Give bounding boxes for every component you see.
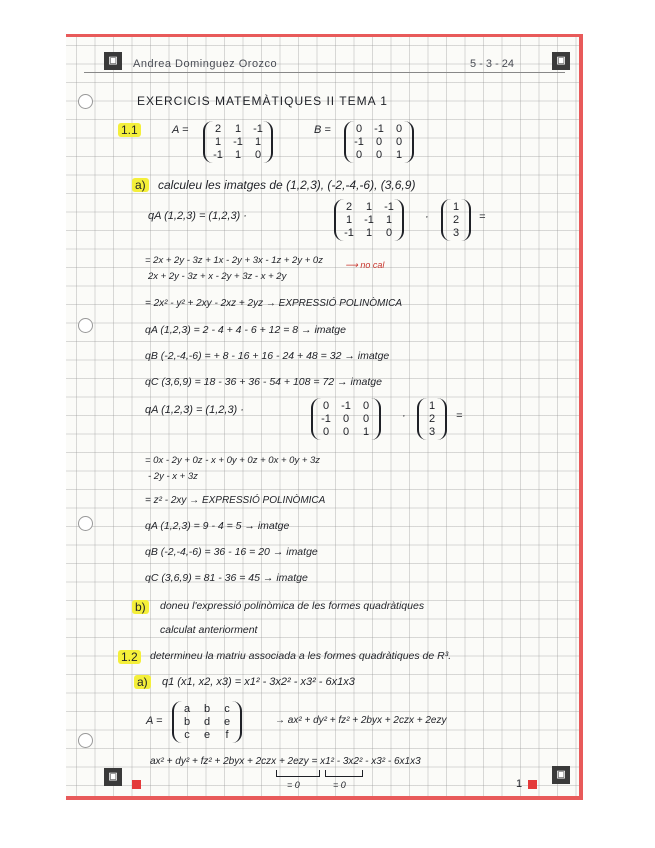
page-title: EXERCICIS MATEMÀTIQUES II TEMA 1 xyxy=(137,94,388,108)
quadratic-form-q1: q1 (x1, x2, x3) = x1² - 3x2² - x3² - 6x1x3 xyxy=(162,676,355,688)
vector-cell: 2 xyxy=(452,214,460,226)
exercise-1-2-statement: determineu la matriu associada a les formes quadràtiques de R³. xyxy=(150,650,452,662)
matrix-cell: 1 xyxy=(395,149,403,161)
matrix-cell: -1 xyxy=(233,136,243,148)
matrix-cell: -1 xyxy=(253,123,263,135)
vector-cell: 1 xyxy=(428,400,436,412)
vector-cell: 2 xyxy=(428,413,436,425)
matrix-cell: -1 xyxy=(364,214,374,226)
equals-symbol: = xyxy=(479,211,486,223)
part-a-tag: a) xyxy=(132,178,149,192)
brand-logo-icon: ▣ xyxy=(104,768,122,786)
matrix-cell: 0 xyxy=(375,136,383,148)
matrix-b-copy xyxy=(311,398,381,440)
underbrace xyxy=(325,770,363,777)
matrix-cell: c xyxy=(224,703,230,715)
matrix-symbolic xyxy=(172,701,242,743)
matrix-cell: -1 xyxy=(354,136,364,148)
brace-label-1: = 0 xyxy=(287,780,300,790)
result-b-qc: qC (3,6,9) = 81 - 36 = 45 → imatge xyxy=(145,572,308,584)
dot-symbol: · xyxy=(402,410,406,422)
matrix-cell: b xyxy=(203,703,211,715)
result-qa: qA (1,2,3) = 2 - 4 + 4 - 6 + 12 = 8 → imatge xyxy=(145,324,346,336)
matrix-cell: -1 xyxy=(344,227,354,239)
binder-hole xyxy=(78,318,93,333)
matrix-cell: 0 xyxy=(254,149,262,161)
matrix-cell: 1 xyxy=(234,123,242,135)
matrix-b xyxy=(344,121,414,163)
matrix-b-label: B = xyxy=(314,124,331,136)
matrix-cell: 0 xyxy=(395,136,403,148)
matrix-cell: c xyxy=(184,729,190,741)
matrix-cell: b xyxy=(183,716,191,728)
matrix-cell: 0 xyxy=(342,413,350,425)
matrix-cell: 1 xyxy=(254,136,262,148)
date: 5 - 3 - 24 xyxy=(470,58,515,70)
matrix-a-copy xyxy=(334,199,404,241)
matrix-cell: 0 xyxy=(385,227,393,239)
part-a-statement: calculeu les imatges de (1,2,3), (-2,-4,-6), (3,6,9) xyxy=(158,178,416,192)
matrix-cell: 0 xyxy=(395,123,403,135)
matrix-cell: 2 xyxy=(214,123,222,135)
note-no-cal: ⟶ no cal xyxy=(345,260,385,270)
matrix-cell: f xyxy=(225,729,229,741)
matrix-cell: -1 xyxy=(321,413,331,425)
matrix-cell: 0 xyxy=(355,123,363,135)
matrix-cell: 0 xyxy=(342,426,350,438)
matrix-cell: 2 xyxy=(345,201,353,213)
expansion-line-2: 2x + 2y - 3z + x - 2y + 3z - x + 2y xyxy=(148,271,287,282)
qb-expression: qA (1,2,3) = (1,2,3) · xyxy=(145,404,244,416)
brace-label-2: = 0 xyxy=(333,780,346,790)
part-1-2-a-tag: a) xyxy=(134,675,151,689)
matrix-cell: -1 xyxy=(384,201,394,213)
matrix-a-symbolic-label: A = xyxy=(146,715,163,727)
qa-expression: qA (1,2,3) = (1,2,3) · xyxy=(148,210,247,222)
result-b-qb: qB (-2,-4,-6) = 36 - 16 = 20 → imatge xyxy=(145,546,318,558)
matrix-cell: 1 xyxy=(234,149,242,161)
expansion-line-1: = 2x + 2y - 3z + 1x - 2y + 3x - 1z + 2y + 0z xyxy=(145,255,323,266)
binder-hole xyxy=(78,733,93,748)
expansion-b-line-1: = 0x - 2y + 0z - x + 0y + 0z + 0x + 0y + 3z xyxy=(145,455,321,466)
polynomial-expression-b: = z² - 2xy → EXPRESSIÓ POLINÒMICA xyxy=(145,495,326,506)
result-b-qa: qA (1,2,3) = 9 - 4 = 5 → imatge xyxy=(145,520,290,532)
dot-symbol: · xyxy=(425,211,429,223)
vector-123 xyxy=(441,199,471,241)
exercise-1-1-tag: 1.1 xyxy=(118,123,141,137)
matrix-cell: 1 xyxy=(345,214,353,226)
exercise-1-2-tag: 1.2 xyxy=(118,650,141,664)
vector-cell: 3 xyxy=(452,227,460,239)
binder-hole xyxy=(78,516,93,531)
matrix-cell: -1 xyxy=(213,149,223,161)
vector-cell: 3 xyxy=(428,426,436,438)
matrix-a xyxy=(203,121,273,163)
header-divider xyxy=(84,72,565,73)
coefficient-equation: ax² + dy² + fz² + 2byx + 2czx + 2ezy = x1² - 3x2² - x3² - 6x1x3 xyxy=(150,756,421,767)
corner-marker xyxy=(528,780,537,789)
student-name: Andrea Dominguez Orozco xyxy=(133,58,278,70)
matrix-a-label: A = xyxy=(172,124,189,136)
binder-hole xyxy=(78,94,93,109)
matrix-cell: 1 xyxy=(365,201,373,213)
matrix-cell: a xyxy=(183,703,191,715)
result-qc: qC (3,6,9) = 18 - 36 + 36 - 54 + 108 = 72 → imatge xyxy=(145,376,382,388)
brand-logo-icon: ▣ xyxy=(104,52,122,70)
page-number: 1 xyxy=(516,778,523,790)
matrix-cell: 0 xyxy=(322,400,330,412)
brand-logo-icon: ▣ xyxy=(552,766,570,784)
matrix-cell: 0 xyxy=(362,400,370,412)
polynomial-expression-a: = 2x² - y² + 2xy - 2xz + 2yz → EXPRESSIÓ POLINÒMICA xyxy=(145,298,403,309)
matrix-cell: d xyxy=(203,716,211,728)
matrix-cell: 1 xyxy=(385,214,393,226)
matrix-cell: 0 xyxy=(322,426,330,438)
result-qb: qB (-2,-4,-6) = + 8 - 16 + 16 - 24 + 48 = 32 → imatge xyxy=(145,350,390,362)
matrix-cell: 1 xyxy=(214,136,222,148)
brand-logo-icon: ▣ xyxy=(552,52,570,70)
matrix-cell: 0 xyxy=(355,149,363,161)
expansion-b-line-2: - 2y - x + 3z xyxy=(148,471,198,482)
matrix-cell: e xyxy=(223,716,231,728)
underbrace xyxy=(276,770,320,777)
matrix-cell: 0 xyxy=(362,413,370,425)
matrix-cell: -1 xyxy=(341,400,351,412)
matrix-cell: 0 xyxy=(375,149,383,161)
vector-123 xyxy=(417,398,447,440)
matrix-cell: 1 xyxy=(362,426,370,438)
matrix-cell: e xyxy=(203,729,211,741)
vector-cell: 1 xyxy=(452,201,460,213)
symbolic-expansion: → ax² + dy² + fz² + 2byx + 2czx + 2ezy xyxy=(275,715,447,726)
part-b-tag: b) xyxy=(132,600,149,614)
equals-symbol: = xyxy=(456,410,463,422)
matrix-cell: 1 xyxy=(365,227,373,239)
part-b-statement: doneu l'expressió polinòmica de les formes quadràtiques xyxy=(160,600,425,612)
corner-marker xyxy=(132,780,141,789)
part-b-statement-cont: calculat anteriorment xyxy=(160,624,258,636)
matrix-cell: -1 xyxy=(374,123,384,135)
